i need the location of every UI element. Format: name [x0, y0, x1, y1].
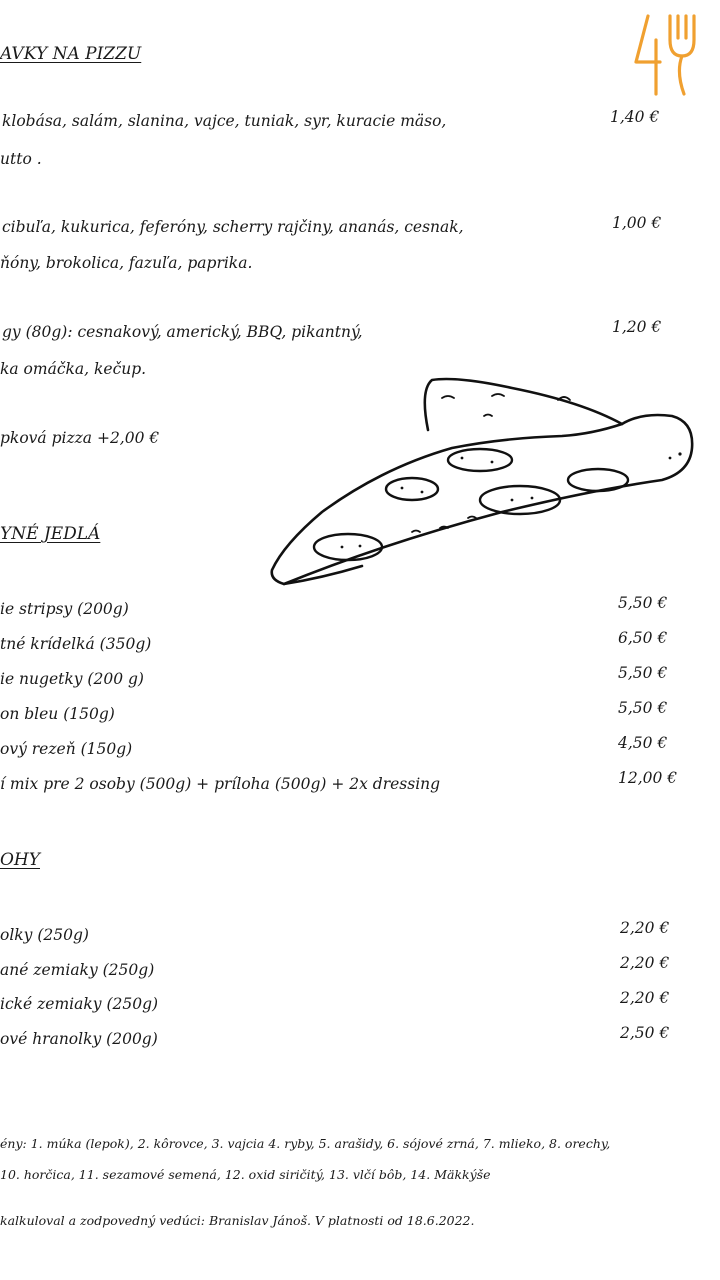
addon-group3-line1: gy (80g): cesnakový, americký, BBQ, pikantný,	[2, 323, 363, 341]
addon-group2-line2: ňóny, brokolica, fazuľa, paprika.	[0, 254, 253, 272]
main-item-name: ie nugetky (200 g)	[0, 670, 144, 688]
addon-group3-price: 1,20 €	[612, 318, 662, 336]
addon-group1-price: 1,40 €	[610, 108, 660, 126]
main-item-name: ie stripsy (200g)	[0, 600, 129, 618]
main-item-price: 12,00 €	[618, 769, 678, 787]
allergens-line-2: 10. horčica, 11. sezamové semená, 12. oxid siričitý, 13. vlčí bôb, 14. Mäkkýše	[0, 1167, 491, 1182]
main-item-name: tné krídelká (350g)	[0, 635, 152, 653]
addon-group3-line2: ka omáčka, kečup.	[0, 360, 147, 378]
side-item-price: 2,20 €	[620, 954, 670, 972]
main-item-price: 5,50 €	[618, 664, 668, 682]
addon-group1-line1: klobása, salám, slanina, vajce, tuniak, syr, kuracie mäso,	[2, 112, 447, 130]
main-item-name: ový rezeň (150g)	[0, 740, 133, 758]
side-item-name: ické zemiaky (250g)	[0, 995, 159, 1013]
side-item-price: 2,50 €	[620, 1024, 670, 1042]
section-heading-pizza-addons: AVKY NA PIZZU	[0, 44, 142, 64]
restaurant-logo-icon	[630, 10, 700, 96]
main-item-name: í mix pre 2 osoby (500g) + príloha (500g) + 2x dressing	[0, 775, 441, 793]
addon-group1-line2: utto .	[0, 150, 42, 168]
main-item-price: 5,50 €	[618, 699, 668, 717]
main-item-price: 4,50 €	[618, 734, 668, 752]
main-item-price: 6,50 €	[618, 629, 668, 647]
side-item-price: 2,20 €	[620, 989, 670, 1007]
side-item-name: olky (250g)	[0, 926, 89, 944]
side-item-name: ové hranolky (200g)	[0, 1030, 158, 1048]
addon-group2-line1: cibuľa, kukurica, feferóny, scherry rajčiny, ananás, cesnak,	[2, 218, 464, 236]
section-heading-main-dishes: YNÉ JEDLÁ	[0, 524, 101, 544]
addon-group2-price: 1,00 €	[612, 214, 662, 232]
side-item-price: 2,20 €	[620, 919, 670, 937]
main-item-name: on bleu (150g)	[0, 705, 115, 723]
addon-note: pková pizza +2,00 €	[0, 429, 160, 447]
side-item-name: ané zemiaky (250g)	[0, 961, 155, 979]
section-heading-sides: OHY	[0, 850, 40, 870]
responsible-manager-note: kalkuloval a zodpovedný vedúci: Branislav Jánoš. V platnosti od 18.6.2022.	[0, 1213, 475, 1228]
allergens-line-1: ény: 1. múka (lepok), 2. kôrovce, 3. vajcia 4. ryby, 5. arašidy, 6. sójové zrná, 7. mlieko, 8. orechy,	[0, 1136, 611, 1151]
main-item-price: 5,50 €	[618, 594, 668, 612]
pizza-slice-illustration	[262, 372, 702, 602]
